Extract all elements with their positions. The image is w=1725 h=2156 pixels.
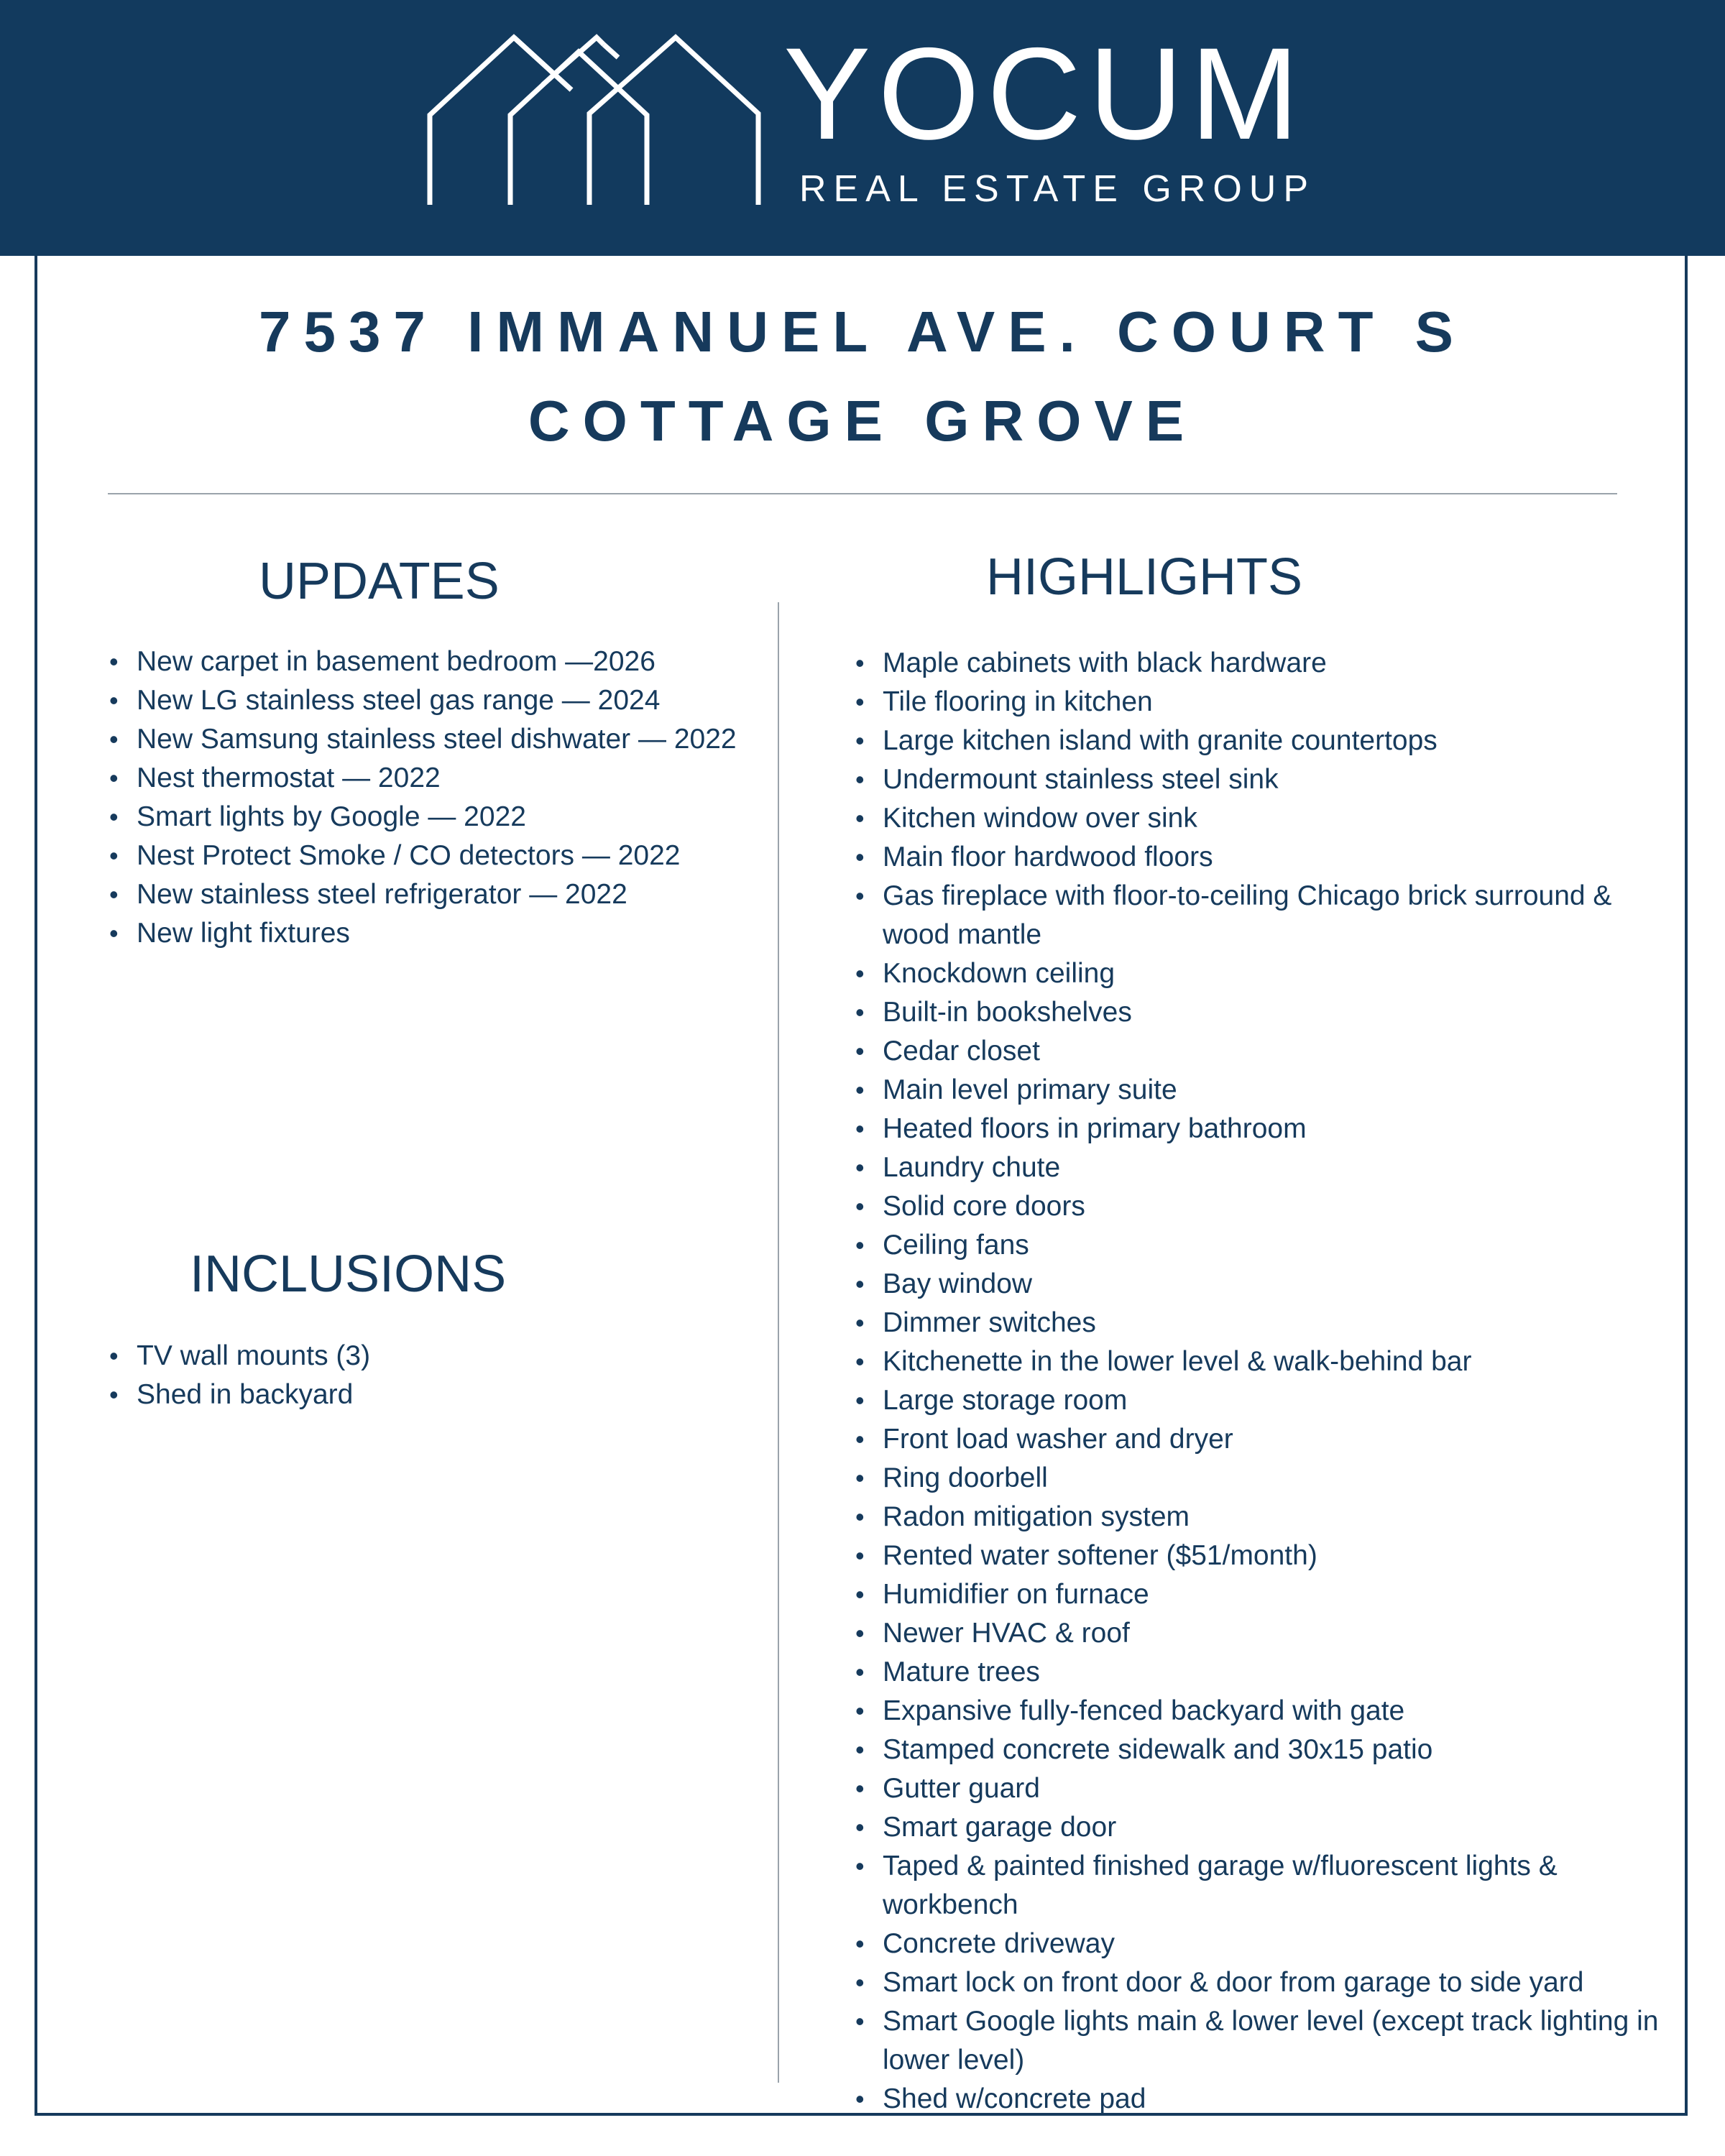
list-item: • Cedar closet: [855, 1032, 1682, 1071]
list-item: • Stamped concrete sidewalk and 30x15 patio: [855, 1731, 1682, 1769]
address-line-1: 7537 IMMANUEL AVE. COURT S: [258, 300, 1467, 364]
list-item: • New stainless steel refrigerator — 2022: [109, 875, 756, 914]
list-item: • New light fixtures: [109, 914, 756, 953]
list-item: • Large storage room: [855, 1381, 1682, 1420]
list-item: • Built-in bookshelves: [855, 993, 1682, 1032]
inclusions-list: [109, 1337, 756, 1414]
list-item: • Smart lock on front door & door from garage to side yard: [855, 1963, 1682, 2002]
list-item: • Ceiling fans: [855, 1226, 1682, 1265]
list-item: • Ring doorbell: [855, 1459, 1682, 1498]
list-item: • Laundry chute: [855, 1148, 1682, 1187]
brand-tagline: REAL ESTATE GROUP: [799, 168, 1316, 210]
updates-heading: UPDATES: [259, 553, 500, 610]
list-item: • Bay window: [855, 1265, 1682, 1304]
list-item: • New carpet in basement bedroom —2026: [109, 642, 756, 681]
list-item: • Nest Protect Smoke / CO detectors — 2022: [109, 837, 756, 875]
list-item: • Smart Google lights main & lower level (except track lighting in lower level): [855, 2002, 1682, 2080]
list-item: • Maple cabinets with black hardware: [855, 644, 1682, 683]
list-item: • Shed in backyard: [109, 1376, 756, 1414]
list-item: • Kitchenette in the lower level & walk-behind bar: [855, 1342, 1682, 1381]
highlights-heading: HIGHLIGHTS: [986, 548, 1303, 606]
list-item: • Solid core doors: [855, 1187, 1682, 1226]
updates-list: [109, 642, 756, 953]
list-item: • Concrete driveway: [855, 1925, 1682, 1963]
brand-name: YOCUM: [783, 20, 1307, 167]
list-item: • New LG stainless steel gas range — 2024: [109, 681, 756, 720]
address-line-2: COTTAGE GROVE: [528, 389, 1197, 453]
three-house-rooflines-icon: [424, 29, 762, 208]
list-item: • Kitchen window over sink: [855, 799, 1682, 838]
list-item: • Humidifier on furnace: [855, 1575, 1682, 1614]
list-item: • Taped & painted finished garage w/fluorescent lights & workbench: [855, 1847, 1682, 1925]
header-banner: [0, 0, 1725, 256]
list-item: • Heated floors in primary bathroom: [855, 1110, 1682, 1148]
list-item: • New Samsung stainless steel dishwater — 2022: [109, 720, 756, 759]
list-item: • TV wall mounts (3): [109, 1337, 756, 1376]
list-item: • Front load washer and dryer: [855, 1420, 1682, 1459]
list-item: • Knockdown ceiling: [855, 954, 1682, 993]
inclusions-heading: INCLUSIONS: [190, 1245, 507, 1303]
list-item: • Gas fireplace with floor-to-ceiling Chicago brick surround & wood mantle: [855, 877, 1682, 954]
list-item: • Mature trees: [855, 1653, 1682, 1692]
list-item: • Shed w/concrete pad: [855, 2080, 1682, 2119]
list-item: • Gutter guard: [855, 1769, 1682, 1808]
list-item: • Main floor hardwood floors: [855, 838, 1682, 877]
list-item: • Newer HVAC & roof: [855, 1614, 1682, 1653]
list-item: • Main level primary suite: [855, 1071, 1682, 1110]
list-item: • Undermount stainless steel sink: [855, 760, 1682, 799]
list-item: • Rented water softener ($51/month): [855, 1537, 1682, 1575]
list-item: • Tile flooring in kitchen: [855, 683, 1682, 722]
list-item: • Radon mitigation system: [855, 1498, 1682, 1537]
list-item: • Smart lights by Google — 2022: [109, 798, 756, 837]
list-item: • Large kitchen island with granite countertops: [855, 722, 1682, 760]
divider-vertical: [778, 602, 779, 2083]
list-item: • Expansive fully-fenced backyard with gate: [855, 1692, 1682, 1731]
highlights-list: [855, 644, 1682, 2119]
list-item: • Smart garage door: [855, 1808, 1682, 1847]
list-item: • Nest thermostat — 2022: [109, 759, 756, 798]
divider-horizontal: [108, 493, 1617, 494]
list-item: • Dimmer switches: [855, 1304, 1682, 1342]
